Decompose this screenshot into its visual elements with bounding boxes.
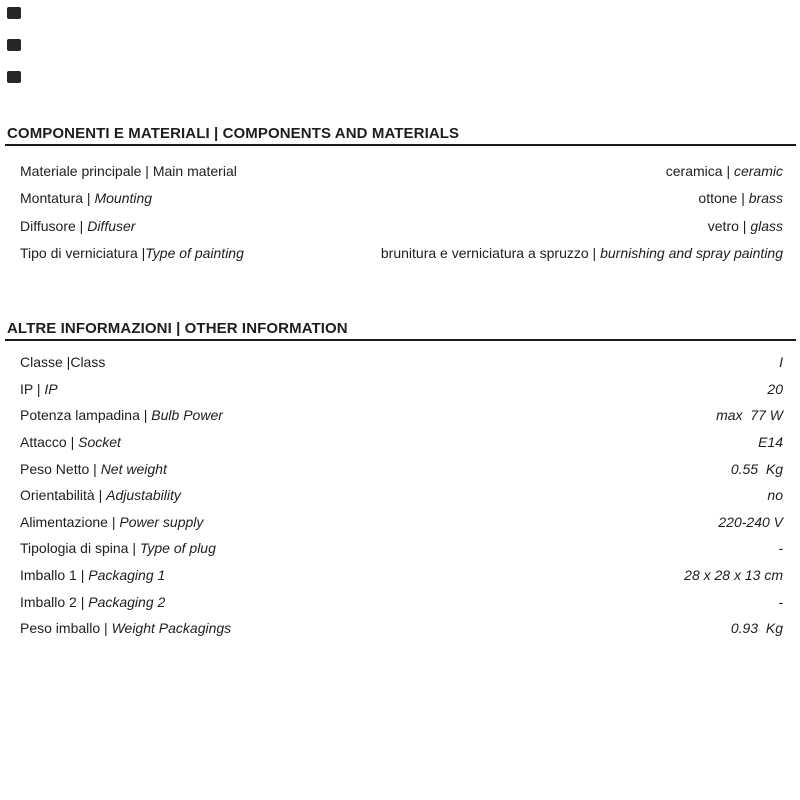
row-value: -	[778, 540, 783, 557]
value-italian: ottone	[698, 190, 738, 207]
label-english: Class	[70, 354, 106, 371]
label-separator: |	[100, 620, 112, 637]
label-english: IP	[44, 380, 58, 397]
row-value	[698, 190, 783, 206]
label-separator: |	[83, 190, 95, 207]
row-label	[20, 567, 165, 583]
label-english: Type of painting	[145, 245, 244, 262]
row-label	[20, 381, 58, 397]
spec-row-weight-packagings	[20, 615, 783, 642]
row-value	[381, 245, 783, 261]
label-english: Socket	[78, 434, 121, 451]
row-label	[20, 163, 237, 179]
row-value: -	[778, 593, 783, 610]
value-english: ceramic	[733, 162, 783, 179]
row-value: 0.55 Kg	[730, 460, 783, 477]
row-value: 20	[767, 380, 783, 397]
label-separator: |	[32, 380, 45, 397]
spec-row-net-weight	[20, 455, 783, 482]
label-separator: |	[107, 513, 120, 530]
label-separator: |	[75, 217, 88, 234]
spec-row-class	[20, 349, 783, 376]
value-separator: |	[737, 190, 749, 207]
label-italian: Tipo di verniciatura	[20, 245, 138, 262]
spec-row-packaging-1	[20, 562, 783, 589]
label-separator: |	[62, 354, 71, 371]
row-label	[20, 190, 152, 206]
label-separator: |	[76, 567, 89, 584]
row-label	[20, 354, 105, 370]
label-italian: IP	[20, 380, 33, 397]
value-separator: |	[722, 162, 734, 179]
label-separator: |	[141, 162, 153, 179]
label-separator: |	[137, 245, 146, 262]
row-label	[20, 540, 216, 556]
spec-row-main-material	[20, 157, 783, 185]
value-english: burnishing and spray painting	[600, 245, 783, 262]
label-italian: Imballo 1	[20, 567, 77, 584]
section-title-other-information: ALTRE INFORMAZIONI | OTHER INFORMATION	[5, 320, 796, 341]
row-label	[20, 514, 203, 530]
spec-row-bulb-power	[20, 402, 783, 429]
image-fragment-icon	[7, 39, 21, 51]
label-english: Weight Packagings	[111, 620, 232, 637]
spec-row-packaging-2	[20, 588, 783, 615]
spec-row-adjustability	[20, 482, 783, 509]
label-english: Mounting	[94, 190, 153, 207]
label-italian: Montatura	[20, 190, 84, 207]
label-separator: |	[128, 540, 140, 557]
label-italian: Alimentazione	[20, 513, 108, 530]
image-fragment-icon	[7, 71, 21, 83]
label-italian: Tipologia di spina	[20, 540, 129, 557]
label-italian: Attacco	[20, 434, 67, 451]
section-title-components-and-materials: COMPONENTI E MATERIALI | COMPONENTS AND MATERIALS	[5, 125, 796, 146]
value-separator: |	[588, 245, 601, 262]
label-english: Type of plug	[139, 540, 216, 557]
row-value: 220-240 V	[718, 513, 783, 530]
image-fragment-icon	[7, 7, 21, 19]
label-separator: |	[89, 460, 101, 477]
row-value: 28 x 28 x 13 cm	[684, 567, 783, 584]
value-english: brass	[748, 190, 783, 207]
label-english: Packaging 1	[88, 567, 166, 584]
row-label	[20, 594, 165, 610]
label-english: Main material	[152, 162, 237, 179]
label-separator: |	[66, 434, 79, 451]
row-label	[20, 218, 135, 234]
label-english: Power supply	[119, 513, 204, 530]
label-english: Adjustability	[106, 487, 181, 504]
spec-row-type-of-plug	[20, 535, 783, 562]
spec-row-ip	[20, 376, 783, 403]
label-english: Packaging 2	[88, 593, 166, 610]
components-materials-table	[20, 157, 783, 267]
row-value: E14	[758, 434, 783, 451]
spec-row-diffuser	[20, 212, 783, 240]
spec-row-power-supply	[20, 509, 783, 536]
row-label	[20, 620, 231, 636]
label-english: Diffuser	[87, 217, 136, 234]
label-italian: Imballo 2	[20, 593, 77, 610]
row-value: max 77 W	[716, 407, 783, 424]
other-information-table	[20, 349, 783, 642]
label-italian: Potenza lampadina	[20, 407, 140, 424]
value-italian: brunitura e verniciatura a spruzzo	[380, 245, 589, 262]
row-value: no	[767, 487, 783, 504]
row-value	[708, 218, 783, 234]
label-english: Bulb Power	[151, 407, 223, 424]
spec-row-type-of-painting	[20, 240, 783, 268]
value-english: glass	[750, 217, 783, 234]
label-italian: Peso imballo	[20, 620, 101, 637]
row-value: I	[779, 354, 783, 371]
label-italian: Orientabilità	[20, 487, 95, 504]
row-label	[20, 434, 121, 450]
row-label	[20, 245, 244, 261]
label-separator: |	[76, 593, 89, 610]
label-separator: |	[139, 407, 152, 424]
spec-row-mounting	[20, 185, 783, 213]
value-italian: vetro	[707, 217, 739, 234]
row-label	[20, 487, 181, 503]
value-separator: |	[738, 217, 751, 234]
label-english: Net weight	[100, 460, 167, 477]
row-value	[666, 163, 783, 179]
label-separator: |	[94, 487, 107, 504]
label-italian: Materiale principale	[20, 162, 142, 179]
row-label	[20, 461, 167, 477]
label-italian: Peso Netto	[20, 460, 90, 477]
row-label	[20, 407, 223, 423]
label-italian: Diffusore	[20, 217, 76, 234]
label-italian: Classe	[20, 354, 63, 371]
value-italian: ceramica	[665, 162, 723, 179]
spec-row-socket	[20, 429, 783, 456]
row-value: 0.93 Kg	[730, 620, 783, 637]
